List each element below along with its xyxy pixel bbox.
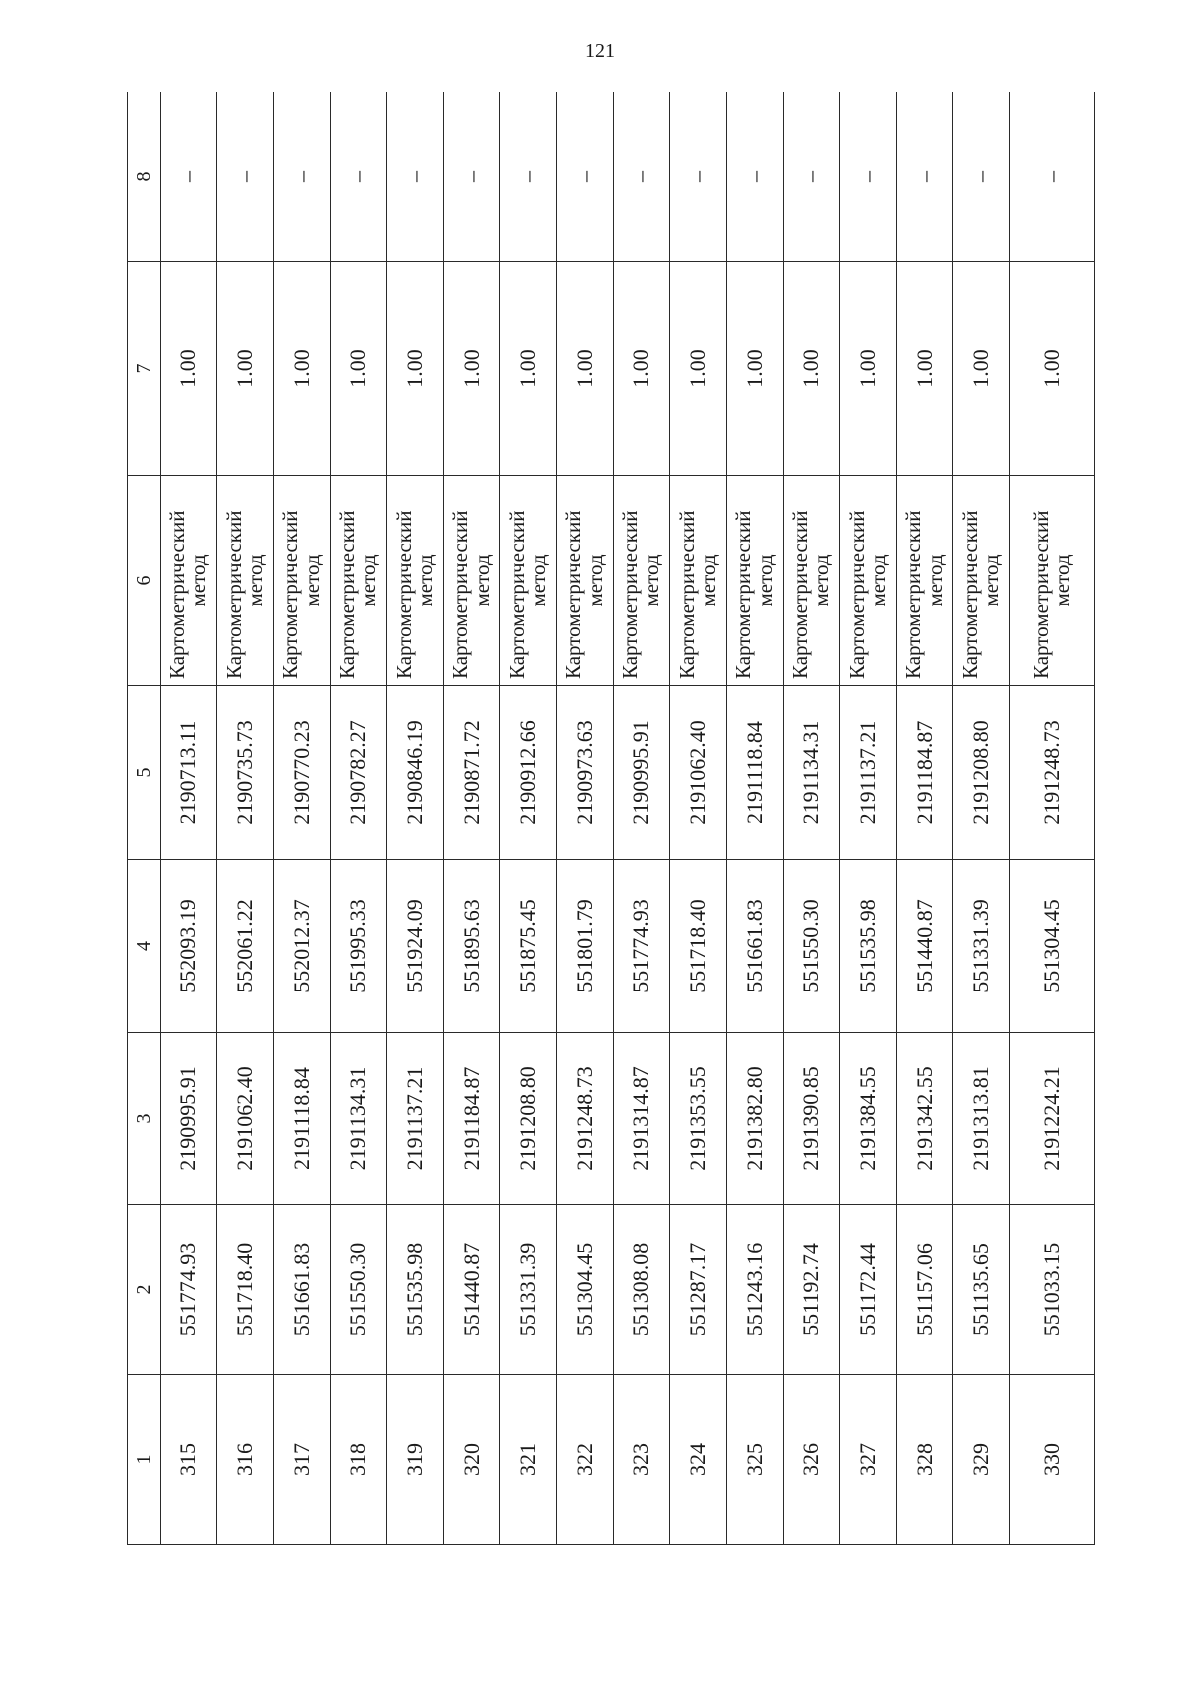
coord-y-new-cell: 2190782.27 [330, 686, 387, 860]
point-number-cell: 322 [557, 1375, 614, 1545]
point-number-cell: 315 [160, 1375, 217, 1545]
coord-x-new-cell: 551995.33 [330, 860, 387, 1033]
table-row [613, 92, 670, 1545]
coord-y-new-cell: 2190770.23 [273, 686, 330, 860]
method-name: Картометрический [391, 510, 416, 679]
point-number-cell: 330 [1010, 1375, 1095, 1545]
coord-x-old-cell: 551192.74 [783, 1205, 840, 1375]
coord-x-new-cell: 551550.30 [783, 860, 840, 1033]
table-row [443, 92, 500, 1545]
coord-x-new-cell: 552093.19 [160, 860, 217, 1033]
table-row [500, 92, 557, 1545]
point-number-cell: 321 [500, 1375, 557, 1545]
method-name: Картометрический [844, 510, 869, 679]
coordinates-table [127, 92, 1095, 1545]
table-row [557, 92, 614, 1545]
coord-y-old-cell: 2191137.21 [387, 1033, 444, 1205]
method-name: Картометрический [278, 510, 303, 679]
column-header-1: 1 [128, 1375, 161, 1545]
method-suffix: метод [979, 554, 1004, 607]
method-suffix: метод [412, 554, 437, 607]
coord-x-old-cell: 551535.98 [387, 1205, 444, 1375]
point-number-cell: 328 [896, 1375, 953, 1545]
table-row [783, 92, 840, 1545]
point-number-cell: 325 [726, 1375, 783, 1545]
coord-y-new-cell: 2191137.21 [840, 686, 897, 860]
coord-x-new-cell: 551774.93 [613, 860, 670, 1033]
method-suffix: метод [639, 554, 664, 607]
note-cell: – [953, 92, 1010, 262]
table-row [217, 92, 274, 1545]
coord-y-old-cell: 2191224.21 [1010, 1033, 1095, 1205]
table-row [670, 92, 727, 1545]
method-cell [896, 476, 953, 686]
table-row [330, 92, 387, 1545]
coord-y-old-cell: 2191314.87 [613, 1033, 670, 1205]
note-cell: – [217, 92, 274, 262]
note-cell: – [557, 92, 614, 262]
method-suffix: метод [865, 554, 890, 607]
coord-y-new-cell: 2190912.66 [500, 686, 557, 860]
coord-x-new-cell: 551535.98 [840, 860, 897, 1033]
note-cell: – [613, 92, 670, 262]
accuracy-cell: 1.00 [896, 262, 953, 476]
column-header-8: 8 [128, 92, 161, 262]
coord-x-old-cell: 551172.44 [840, 1205, 897, 1375]
method-cell [160, 476, 217, 686]
coord-y-new-cell: 2191208.80 [953, 686, 1010, 860]
note-cell: – [896, 92, 953, 262]
point-number-cell: 317 [273, 1375, 330, 1545]
table-header-row [128, 92, 161, 1545]
column-header-7: 7 [128, 262, 161, 476]
point-number-cell: 323 [613, 1375, 670, 1545]
rotated-table-frame [127, 92, 1095, 1545]
coord-y-new-cell: 2190713.11 [160, 686, 217, 860]
coord-x-old-cell: 551033.15 [1010, 1205, 1095, 1375]
method-suffix: метод [922, 554, 947, 607]
coord-x-old-cell: 551243.16 [726, 1205, 783, 1375]
point-number-cell: 318 [330, 1375, 387, 1545]
method-suffix: метод [1050, 554, 1075, 607]
accuracy-cell: 1.00 [500, 262, 557, 476]
method-suffix: метод [469, 554, 494, 607]
coord-x-new-cell: 551718.40 [670, 860, 727, 1033]
method-name: Картометрический [221, 510, 246, 679]
coord-y-old-cell: 2191118.84 [273, 1033, 330, 1205]
note-cell: – [840, 92, 897, 262]
coord-y-old-cell: 2191353.55 [670, 1033, 727, 1205]
coord-x-old-cell: 551308.08 [613, 1205, 670, 1375]
method-name: Картометрический [901, 510, 926, 679]
coord-y-old-cell: 2191184.87 [443, 1033, 500, 1205]
method-name: Картометрический [561, 510, 586, 679]
method-name: Картометрический [618, 510, 643, 679]
note-cell: – [160, 92, 217, 262]
method-suffix: метод [526, 554, 551, 607]
accuracy-cell: 1.00 [217, 262, 274, 476]
accuracy-cell: 1.00 [160, 262, 217, 476]
method-cell [1010, 476, 1095, 686]
point-number-cell: 316 [217, 1375, 274, 1545]
coord-x-old-cell: 551440.87 [443, 1205, 500, 1375]
method-cell [387, 476, 444, 686]
coord-x-new-cell: 551304.45 [1010, 860, 1095, 1033]
method-suffix: метод [243, 554, 268, 607]
method-name: Картометрический [165, 510, 190, 679]
coord-y-old-cell: 2191384.55 [840, 1033, 897, 1205]
point-number-cell: 327 [840, 1375, 897, 1545]
coord-x-new-cell: 551801.79 [557, 860, 614, 1033]
method-cell [443, 476, 500, 686]
coord-x-new-cell: 551924.09 [387, 860, 444, 1033]
coord-x-old-cell: 551661.83 [273, 1205, 330, 1375]
accuracy-cell: 1.00 [953, 262, 1010, 476]
accuracy-cell: 1.00 [273, 262, 330, 476]
method-cell [613, 476, 670, 686]
coord-x-new-cell: 551661.83 [726, 860, 783, 1033]
accuracy-cell: 1.00 [1010, 262, 1095, 476]
column-header-4: 4 [128, 860, 161, 1033]
note-cell: – [500, 92, 557, 262]
accuracy-cell: 1.00 [330, 262, 387, 476]
coord-x-new-cell: 552061.22 [217, 860, 274, 1033]
method-cell [330, 476, 387, 686]
table-row [387, 92, 444, 1545]
point-number-cell: 326 [783, 1375, 840, 1545]
method-cell [217, 476, 274, 686]
method-suffix: метод [186, 554, 211, 607]
table-row [1010, 92, 1095, 1545]
method-cell [500, 476, 557, 686]
coord-x-old-cell: 551331.39 [500, 1205, 557, 1375]
method-suffix: метод [299, 554, 324, 607]
note-cell: – [443, 92, 500, 262]
method-cell [783, 476, 840, 686]
note-cell: – [273, 92, 330, 262]
coord-y-old-cell: 2191313.81 [953, 1033, 1010, 1205]
coord-y-old-cell: 2191134.31 [330, 1033, 387, 1205]
coord-x-old-cell: 551774.93 [160, 1205, 217, 1375]
method-cell [840, 476, 897, 686]
coord-y-new-cell: 2191134.31 [783, 686, 840, 860]
method-name: Картометрический [787, 510, 812, 679]
accuracy-cell: 1.00 [670, 262, 727, 476]
coord-y-old-cell: 2191248.73 [557, 1033, 614, 1205]
coord-y-new-cell: 2191062.40 [670, 686, 727, 860]
accuracy-cell: 1.00 [443, 262, 500, 476]
table-row [726, 92, 783, 1545]
table-row [160, 92, 217, 1545]
coord-y-old-cell: 2191342.55 [896, 1033, 953, 1205]
coord-y-new-cell: 2190995.91 [613, 686, 670, 860]
coord-y-new-cell: 2190871.72 [443, 686, 500, 860]
coord-y-new-cell: 2191248.73 [1010, 686, 1095, 860]
table-row [273, 92, 330, 1545]
column-header-3: 3 [128, 1033, 161, 1205]
method-suffix: метод [356, 554, 381, 607]
table-row [840, 92, 897, 1545]
method-cell [273, 476, 330, 686]
coord-x-old-cell: 551550.30 [330, 1205, 387, 1375]
method-suffix: метод [752, 554, 777, 607]
accuracy-cell: 1.00 [613, 262, 670, 476]
note-cell: – [1010, 92, 1095, 262]
method-name: Картометрический [1028, 510, 1053, 679]
coord-x-old-cell: 551135.65 [953, 1205, 1010, 1375]
coord-y-old-cell: 2191208.80 [500, 1033, 557, 1205]
note-cell: – [670, 92, 727, 262]
method-name: Картометрический [957, 510, 982, 679]
method-name: Картометрический [504, 510, 529, 679]
page-number: 121 [585, 40, 615, 62]
point-number-cell: 319 [387, 1375, 444, 1545]
coord-x-old-cell: 551157.06 [896, 1205, 953, 1375]
table-row [896, 92, 953, 1545]
coord-y-old-cell: 2191062.40 [217, 1033, 274, 1205]
accuracy-cell: 1.00 [726, 262, 783, 476]
method-suffix: метод [696, 554, 721, 607]
accuracy-cell: 1.00 [557, 262, 614, 476]
column-header-6: 6 [128, 476, 161, 686]
point-number-cell: 320 [443, 1375, 500, 1545]
table-row [953, 92, 1010, 1545]
method-suffix: метод [809, 554, 834, 607]
coord-x-new-cell: 551440.87 [896, 860, 953, 1033]
coord-y-new-cell: 2190973.63 [557, 686, 614, 860]
coord-x-new-cell: 552012.37 [273, 860, 330, 1033]
column-header-2: 2 [128, 1205, 161, 1375]
method-name: Картометрический [674, 510, 699, 679]
accuracy-cell: 1.00 [840, 262, 897, 476]
note-cell: – [783, 92, 840, 262]
coord-y-old-cell: 2191382.80 [726, 1033, 783, 1205]
method-cell [953, 476, 1010, 686]
coord-x-new-cell: 551331.39 [953, 860, 1010, 1033]
coord-x-new-cell: 551875.45 [500, 860, 557, 1033]
coord-x-old-cell: 551287.17 [670, 1205, 727, 1375]
coord-x-new-cell: 551895.63 [443, 860, 500, 1033]
coord-x-old-cell: 551718.40 [217, 1205, 274, 1375]
coord-y-new-cell: 2190735.73 [217, 686, 274, 860]
method-name: Картометрический [731, 510, 756, 679]
method-name: Картометрический [334, 510, 359, 679]
method-cell [726, 476, 783, 686]
method-cell [557, 476, 614, 686]
coord-y-old-cell: 2190995.91 [160, 1033, 217, 1205]
coord-y-new-cell: 2191184.87 [896, 686, 953, 860]
method-name: Картометрический [448, 510, 473, 679]
coord-x-old-cell: 551304.45 [557, 1205, 614, 1375]
method-cell [670, 476, 727, 686]
coord-y-old-cell: 2191390.85 [783, 1033, 840, 1205]
point-number-cell: 329 [953, 1375, 1010, 1545]
note-cell: – [726, 92, 783, 262]
coord-y-new-cell: 2190846.19 [387, 686, 444, 860]
coord-y-new-cell: 2191118.84 [726, 686, 783, 860]
point-number-cell: 324 [670, 1375, 727, 1545]
method-suffix: метод [582, 554, 607, 607]
accuracy-cell: 1.00 [783, 262, 840, 476]
accuracy-cell: 1.00 [387, 262, 444, 476]
note-cell: – [387, 92, 444, 262]
note-cell: – [330, 92, 387, 262]
column-header-5: 5 [128, 686, 161, 860]
